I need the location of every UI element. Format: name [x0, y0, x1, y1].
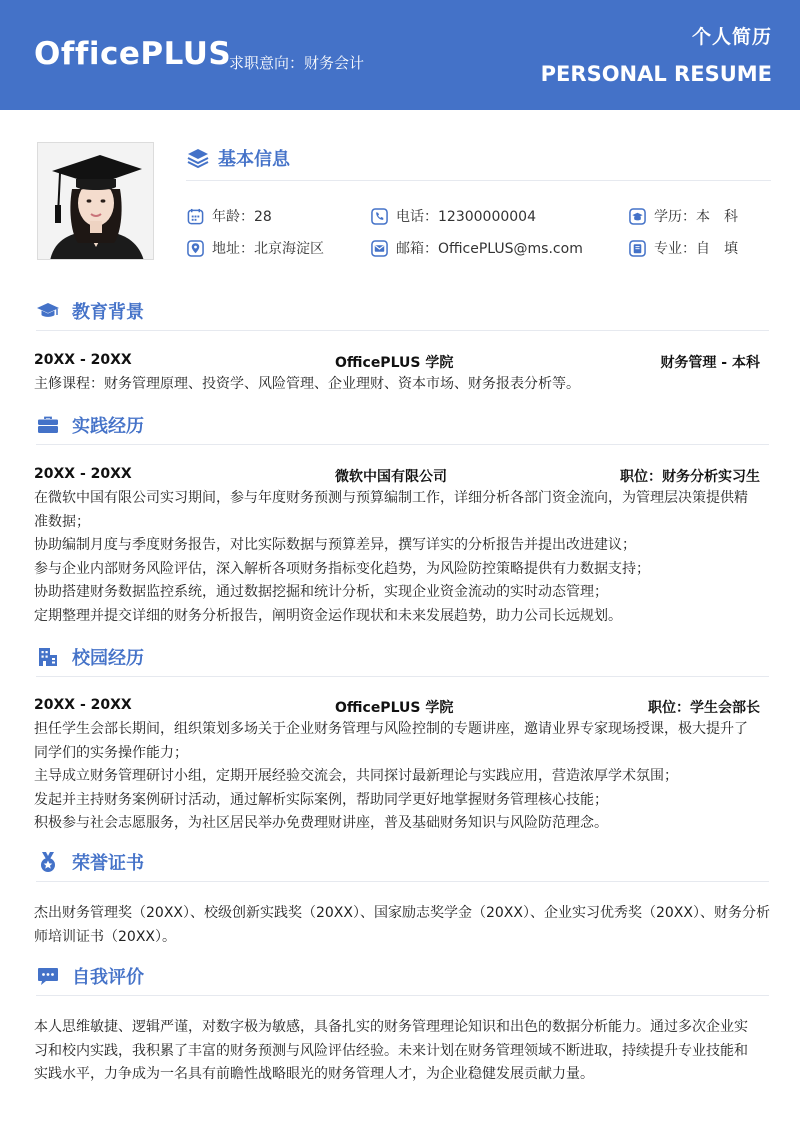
campus-line: 同学们的实务操作能力； [34, 744, 188, 761]
section-header-basic [186, 143, 771, 173]
campus-description [34, 718, 765, 836]
brand-logo-text: OfficePLUS [34, 36, 232, 72]
major-text: 专业：自 填 [654, 241, 738, 257]
section-header-practice [36, 410, 769, 440]
section-title-education: 教育背景 [72, 302, 144, 323]
campus-org: OfficePLUS 学院 [335, 700, 454, 716]
divider [36, 676, 769, 677]
campus-line: 发起并主持财务案例研讨活动，通过解析实际案例，帮助同学更好地掌握财务管理核心技能； [34, 791, 608, 808]
divider [36, 444, 769, 445]
info-phone [371, 205, 536, 227]
practice-line: 定期整理并提交详细的财务分析报告，阐明资金运作现状和未来发展趋势，助力公司长远规划。 [34, 607, 622, 624]
medal-icon [36, 850, 60, 874]
section-title-honors: 荣誉证书 [72, 853, 144, 874]
section-title-self: 自我评价 [72, 967, 144, 988]
info-email [371, 237, 583, 259]
divider [36, 995, 769, 996]
calendar-icon [187, 208, 204, 225]
phone-icon [371, 208, 388, 225]
resume-title-en: PERSONAL RESUME [540, 62, 772, 86]
age-text: 年龄：28 [212, 209, 272, 225]
self-line: 实践水平，力争成为一名具有前瞻性战略眼光的财务管理人才，为企业稳健发展贡献力量。 [34, 1066, 594, 1082]
info-age [187, 205, 272, 227]
education-courses: 主修课程：财务管理原理、投资学、风险管理、企业理财、资本市场、财务报表分析等。 [34, 376, 580, 392]
education-school: OfficePLUS 学院 [335, 355, 454, 371]
campus-period: 20XX - 20XX [34, 697, 132, 713]
practice-company: 微软中国有限公司 [335, 469, 447, 485]
campus-line: 积极参与社会志愿服务，为社区居民举办免费理财讲座，普及基础财务知识与风险防范理念。 [34, 815, 608, 831]
header-banner [0, 0, 800, 110]
practice-line: 协助编制月度与季度财务报告，对比实际数据与预算差异，撰写详实的分析报告并提出改进建议； [34, 537, 636, 553]
honors-line: 杰出财务管理奖（20XX）、校级创新实践奖（20XX）、国家励志奖学金（20XX）、企业实习优秀奖（20XX）、财务分析 [34, 905, 770, 921]
campus-position: 职位：学生会部长 [648, 700, 760, 716]
layers-icon [186, 146, 210, 170]
section-header-campus [36, 642, 769, 672]
self-evaluation [34, 1016, 765, 1087]
education-row [34, 352, 760, 372]
address-text: 地址：北京海淀区 [212, 241, 324, 257]
section-header-education [36, 296, 769, 326]
section-title-campus: 校园经历 [72, 648, 144, 669]
practice-line: 在微软中国有限公司实习期间，参与年度财务预测与预算编制工作，详细分析各部门资金流向，为管理层决策提供精 [34, 490, 748, 506]
degree-text: 学历：本 科 [654, 209, 738, 225]
location-icon [187, 240, 204, 257]
info-address [187, 237, 324, 259]
graduation-cap-icon [36, 299, 60, 323]
job-intent: 求职意向：财务会计 [229, 54, 365, 72]
divider [36, 330, 769, 331]
mail-icon [371, 240, 388, 257]
chat-bubble-icon [36, 964, 60, 988]
section-header-self [36, 961, 769, 991]
briefcase-icon [36, 413, 60, 437]
education-major: 财务管理 - 本科 [660, 355, 760, 371]
practice-row [34, 466, 760, 486]
education-period: 20XX - 20XX [34, 352, 132, 368]
practice-period: 20XX - 20XX [34, 466, 132, 482]
practice-position: 职位：财务分析实习生 [620, 469, 760, 485]
practice-line: 参与企业内部财务风险评估，深入解析各项财务指标变化趋势，为风险防控策略提供有力数据支持； [34, 560, 650, 577]
self-line: 本人思维敏捷、逻辑严谨，对数字极为敏感，具备扎实的财务管理理论知识和出色的数据分析能力。通过多次企业实 [34, 1019, 748, 1035]
campus-line: 主导成立财务管理研讨小组，定期开展经验交流会，共同探讨最新理论与实践应用，营造浓厚学术氛围； [34, 768, 678, 784]
divider [186, 180, 771, 181]
info-major [629, 237, 738, 259]
email-text: 邮箱：OfficePLUS@ms.com [396, 241, 583, 257]
section-title-basic: 基本信息 [218, 149, 290, 170]
resume-title-cn: 个人简历 [691, 26, 772, 48]
graduation-cap-icon [629, 208, 646, 225]
section-title-practice: 实践经历 [72, 416, 144, 437]
book-icon [629, 240, 646, 257]
section-header-honors [36, 847, 769, 877]
campus-line: 担任学生会部长期间，组织策划多场关于企业财务管理与风险控制的专题讲座，邀请业界专家现场授课，极大提升了 [34, 721, 748, 737]
divider [36, 881, 769, 882]
honors-list [34, 902, 770, 949]
practice-description [34, 487, 765, 628]
campus-row [34, 697, 760, 717]
self-line: 习和校内实践，我积累了丰富的财务预测与风险评估经验。未来计划在财务管理领域不断进取，持续提升专业技能和 [34, 1042, 748, 1059]
building-icon [36, 645, 60, 669]
practice-line: 协助搭建财务数据监控系统，通过数据挖掘和统计分析，实现企业资金流动的实时动态管理； [34, 584, 608, 600]
practice-line: 准数据； [34, 513, 90, 530]
phone-text: 电话：12300000004 [396, 209, 536, 225]
info-degree [629, 205, 738, 227]
honors-line: 师培训证书（20XX）。 [34, 928, 176, 945]
profile-photo [37, 142, 154, 260]
